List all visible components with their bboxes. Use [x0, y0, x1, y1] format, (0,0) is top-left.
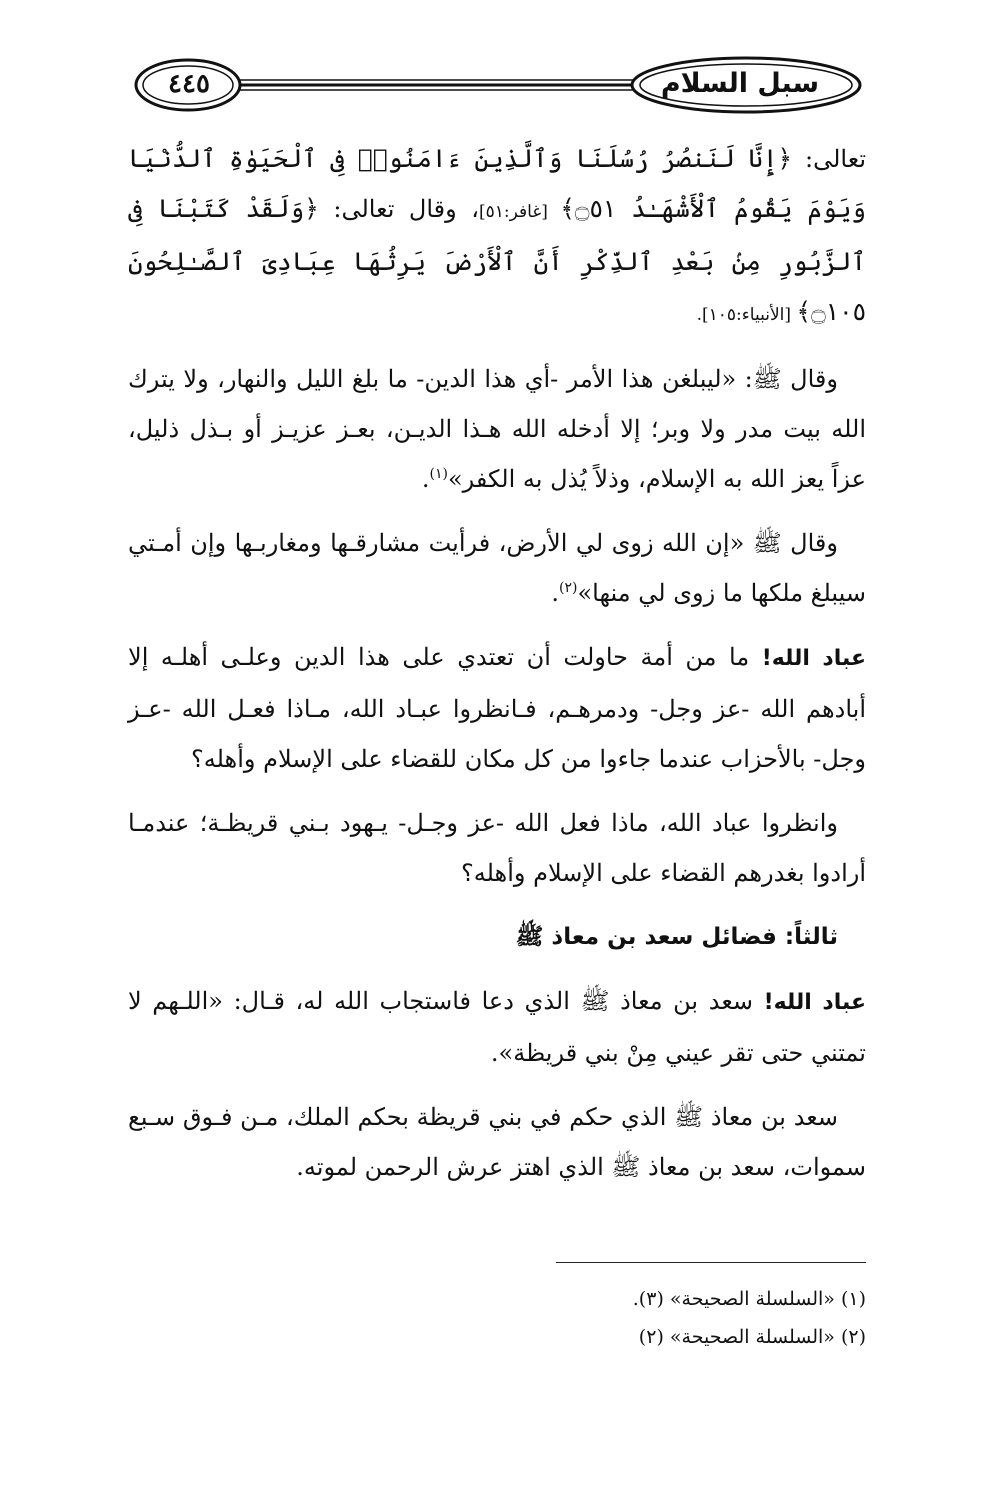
text-run: وانظروا عباد الله، ماذا فعل الله -عز وجـل- يـهود بـني قريظـة؛ عندمـا أرادوا بغدرهم القضاء على الإسلام وأهله؟	[128, 809, 866, 887]
text-run: سعد بن معاذ ﷺ الذي حكم في بني قريظة بحكم الملك، مـن فـوق سـبع سموات، سعد بن معاذ ﷺ الذي اهتز عرش الرحمن لموته.	[128, 1103, 866, 1181]
text-run: تعالى:	[792, 145, 866, 173]
bold-lead: عباد الله!	[761, 646, 866, 671]
text-run: وقال ﷺ: «ليبلغن هذا الأمر -أي هذا الدين- ما بلغ الليل والنهار، ولا يترك الله بيت مدر ولا وبر؛ إلا أدخله الله هـذا الديـن، بعـز عزيـز أو بـذل ذليل، عزاً يعز الله به الإسلام، وذلاً يُذل به الكفر»	[128, 365, 867, 493]
footnote-divider	[556, 1262, 866, 1263]
paragraph-hadith-2	[128, 518, 866, 618]
text-run: .	[421, 465, 430, 493]
page-header	[128, 52, 868, 122]
footnote-marker: (٢)	[559, 580, 578, 596]
text-run: ، وقال تعالى:	[318, 195, 480, 223]
quran-verse: ﴿وَلَقَدْ كَتَبْنَا فِى ٱلزَّبُورِ مِنۢ بَعْدِ ٱلذِّكْرِ أَنَّ ٱلْأَرْضَ يَرِثُهَا عِبَادِىَ ٱلصَّـٰلِحُونَ ۝١٠٥﴾	[128, 194, 866, 326]
text-run: ما من أمة حاولت أن تعتدي على هذا الدين وعلـى أهلـه إلا أبادهم الله -عز وجل- ودمرهـم، فـانظروا عبـاد الله، مـاذا فعـل الله -عـز وجل- بالأحزاب عندما جاءوا من كل مكان للقضاء على الإسلام وأهله؟	[128, 643, 866, 773]
text-run: سعد بن معاذ ﷺ الذي دعا فاستجاب الله له، قـال: «اللـهم لا تمتني حتى تقر عيني مِنْ بني قريظة».	[128, 987, 866, 1067]
paragraph-hadith-1	[128, 354, 866, 504]
text-run: وقال ﷺ «إن الله زوى لي الأرض، فرأيت مشارقـها ومغاربـها وإن أمـتي سيبلغ ملكها ما زوى لي منها»	[128, 529, 866, 607]
paragraph-saad-2	[128, 1092, 866, 1192]
footnote-marker: (١)	[429, 466, 448, 482]
footnote-2: (٢) «السلسلة الصحيحة» (٢)	[638, 1326, 866, 1348]
footnotes	[560, 1280, 866, 1356]
main-text	[128, 134, 866, 1206]
bold-lead: عباد الله!	[763, 990, 866, 1015]
page-number: ٤٤٥	[168, 69, 210, 99]
paragraph-nations	[128, 632, 866, 784]
book-title: سبل السلام	[660, 68, 820, 99]
section-heading: ثالثاً: فضائل سعد بن معاذ ﷺ	[515, 924, 838, 950]
footnote-1: (١) «السلسلة الصحيحة» (٣).	[632, 1288, 866, 1310]
paragraph-quran-verses	[128, 134, 866, 340]
paragraph-qurayza	[128, 798, 866, 898]
verse-reference: [الأنبياء:١٠٥].	[696, 305, 797, 325]
quran-verse: ﴿إِنَّا لَنَنصُرُ رُسُلَنَا وَٱلَّذِينَ ءَامَنُوا۟ فِى ٱلْحَيَوٰةِ ٱلدُّنْيَا وَيَوْمَ يَقُومُ ٱلْأَشْهَـٰدُ ۝٥١﴾	[128, 144, 867, 223]
paragraph-saad-1	[128, 976, 866, 1078]
verse-reference: [غافر:٥١]	[479, 202, 561, 222]
text-run: .	[551, 579, 560, 607]
